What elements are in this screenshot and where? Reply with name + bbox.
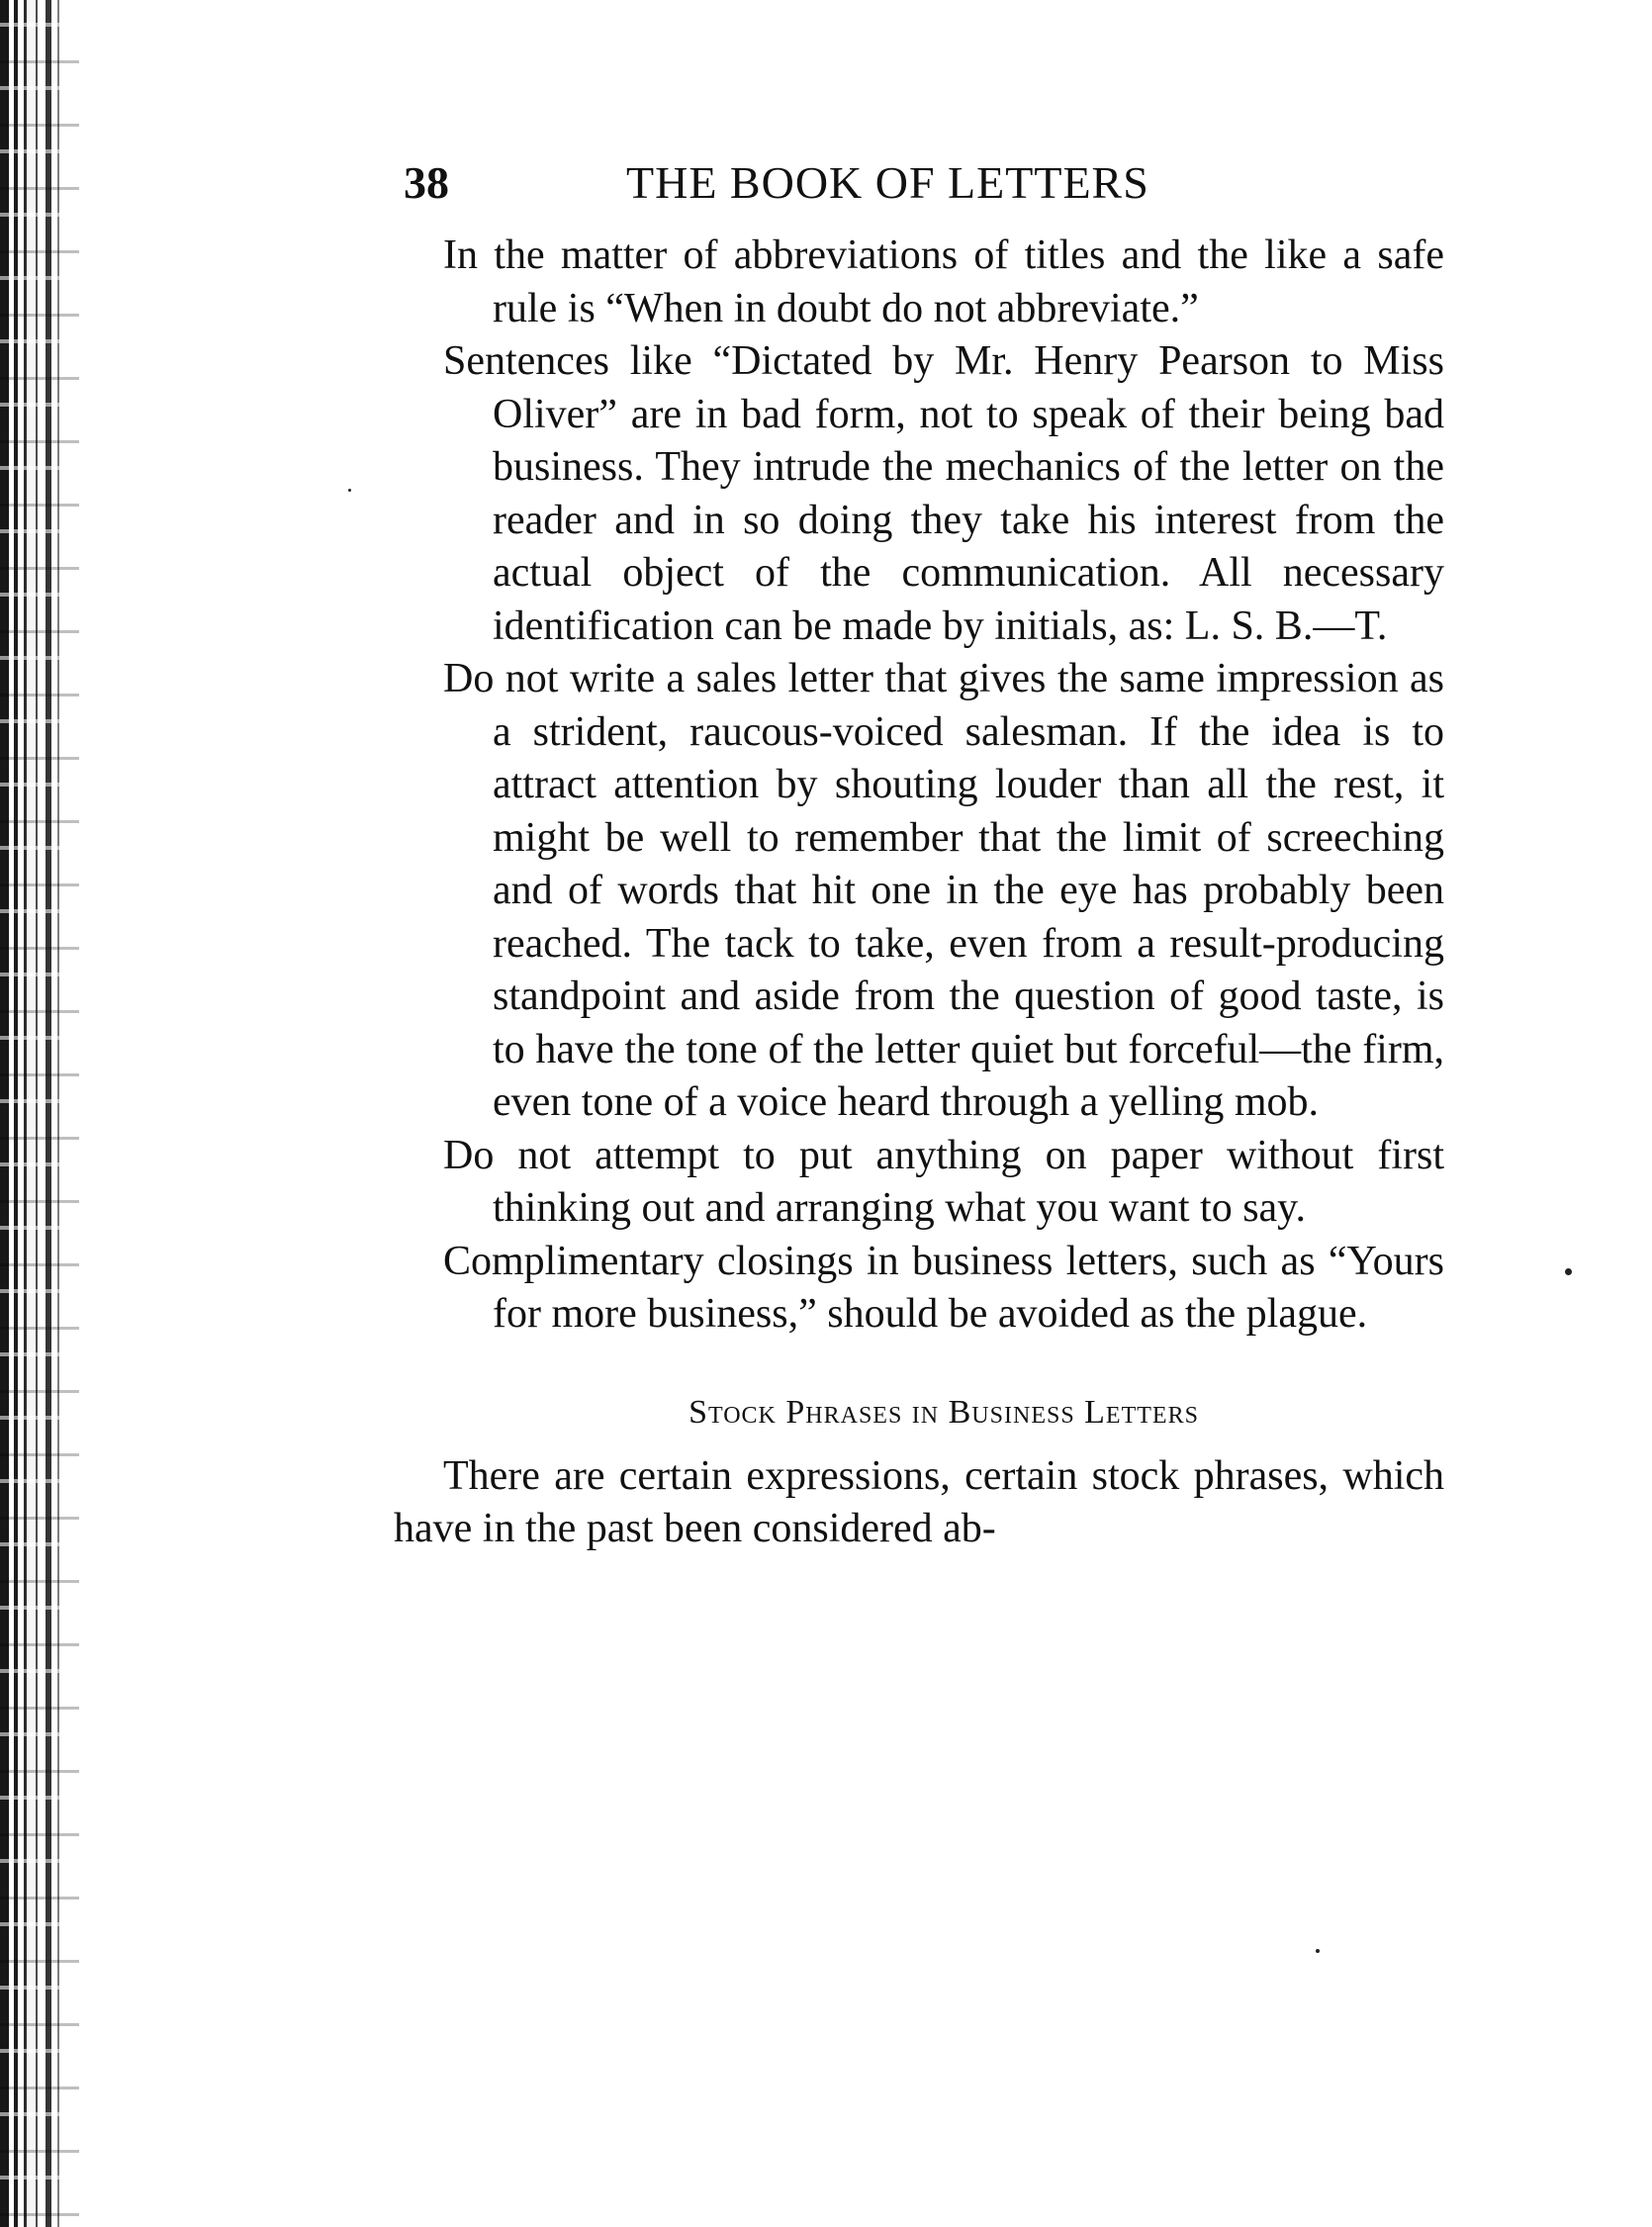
rule-sales-letter: Do not write a sales letter that gives the same impression as a strident, raucous-voiced salesman. If the idea is to attract attention by shouting louder than all the rest, it might be well to remember that the limit of screeching and of words that hit one in the eye has probably been reached. The tack to take, even from a result-producing standpoint and aside from the question of good taste, is to have the tone of the letter quiet but forceful—the firm, even tone of a voice heard through a yelling mob. bbox=[443, 656, 1444, 1125]
book-spine-texture bbox=[0, 0, 79, 2227]
running-head: THE BOOK OF LETTERS bbox=[626, 157, 1149, 208]
page-header bbox=[404, 156, 1227, 216]
page-number: 38 bbox=[404, 157, 449, 208]
scan-speck bbox=[348, 489, 351, 492]
section-paragraph: There are certain expressions, certain stock phrases, which have in the past been considered ab- bbox=[394, 1452, 1444, 1551]
rule-abbreviations: In the matter of abbreviations of titles and the like a safe rule is “When in doubt do not abbreviate.” bbox=[443, 232, 1444, 331]
scan-speck bbox=[1316, 1949, 1320, 1953]
rule-think-first: Do not attempt to put anything on paper without first thinking out and arranging what you want to say. bbox=[443, 1132, 1444, 1231]
scan-speck bbox=[1565, 1268, 1572, 1275]
page-body bbox=[394, 230, 1444, 1556]
section-heading: Stock Phrases in Business Letters bbox=[688, 1393, 1199, 1431]
rule-complimentary-closings: Complimentary closings in business letters, such as “Yours for more business,” should be avoided as the plague. bbox=[443, 1238, 1444, 1337]
rule-dictated-by: Sentences like “Dictated by Mr. Henry Pearson to Miss Oliver” are in bad form, not to speak of their being bad business. They intrude the mechanics of the letter on the reader and in so doing they take his interest from the actual object of the communication. All necessary identification can be made by initials, as: L. S. B.—T. bbox=[443, 338, 1444, 649]
